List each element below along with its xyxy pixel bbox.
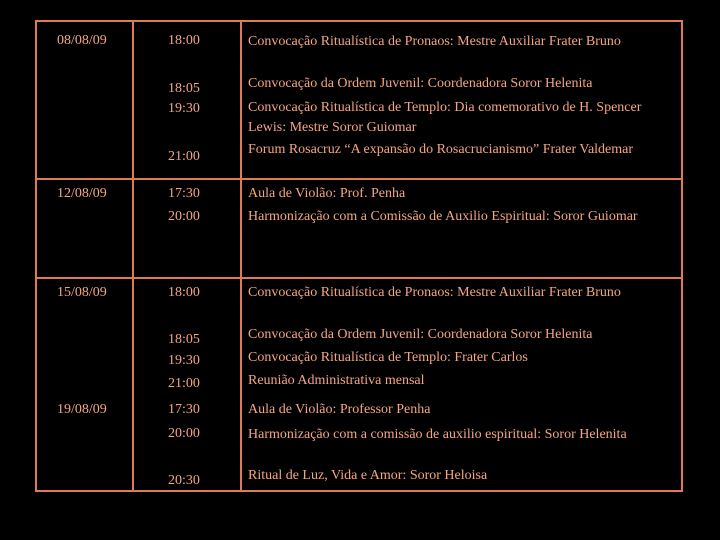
time-cell: 18:00	[168, 285, 200, 300]
event-cell: Harmonização com a Comissão de Auxilio Espiritual: Soror Guiomar	[248, 209, 638, 224]
date-cell: 12/08/09	[57, 186, 107, 201]
time-cell: 19:30	[168, 101, 200, 116]
event-cell: Convocação Ritualística de Pronaos: Mestre Auxiliar Frater Bruno	[248, 34, 621, 49]
event-cell: Convocação da Ordem Juvenil: Coordenadora Soror Helenita	[248, 327, 593, 342]
event-cell: Convocação da Ordem Juvenil: Coordenadora Soror Helenita	[248, 76, 593, 91]
event-cell: Aula de Violão: Professor Penha	[248, 402, 431, 417]
event-cell: Convocação Ritualística de Templo: Frater Carlos	[248, 350, 528, 365]
event-cell: Harmonização com a comissão de auxilio espiritual: Soror Helenita	[248, 427, 627, 442]
time-cell: 20:00	[168, 209, 200, 224]
event-cell: Reunião Administrativa mensal	[248, 373, 425, 388]
date-cell: 15/08/09	[57, 285, 107, 300]
time-cell: 21:00	[168, 376, 200, 391]
time-cell: 18:05	[168, 81, 200, 96]
event-cell: Convocação Ritualística de Pronaos: Mestre Auxiliar Frater Bruno	[248, 285, 621, 300]
date-cell: 08/08/09	[57, 33, 107, 48]
schedule-table	[35, 20, 683, 492]
row-divider	[37, 277, 681, 279]
time-cell: 21:00	[168, 149, 200, 164]
time-cell: 19:30	[168, 353, 200, 368]
time-cell: 18:05	[168, 332, 200, 347]
time-cell: 20:30	[168, 473, 200, 488]
date-cell: 19/08/09	[57, 402, 107, 417]
event-cell: Convocação Ritualística de Templo: Dia comemorativo de H. Spencer Lewis: Mestre Soror Guiomar	[248, 100, 642, 135]
event-cell: Ritual de Luz, Vida e Amor: Soror Heloisa	[248, 468, 488, 483]
time-cell: 18:00	[168, 33, 200, 48]
time-cell: 17:30	[168, 186, 200, 201]
event-cell: Aula de Violão: Prof. Penha	[248, 186, 406, 201]
row-divider	[37, 178, 681, 180]
event-cell: Forum Rosacruz “A expansão do Rosacrucianismo” Frater Valdemar	[248, 142, 634, 157]
time-cell: 20:00	[168, 426, 200, 441]
column-divider	[132, 22, 134, 490]
column-divider	[240, 22, 242, 490]
time-cell: 17:30	[168, 402, 200, 417]
